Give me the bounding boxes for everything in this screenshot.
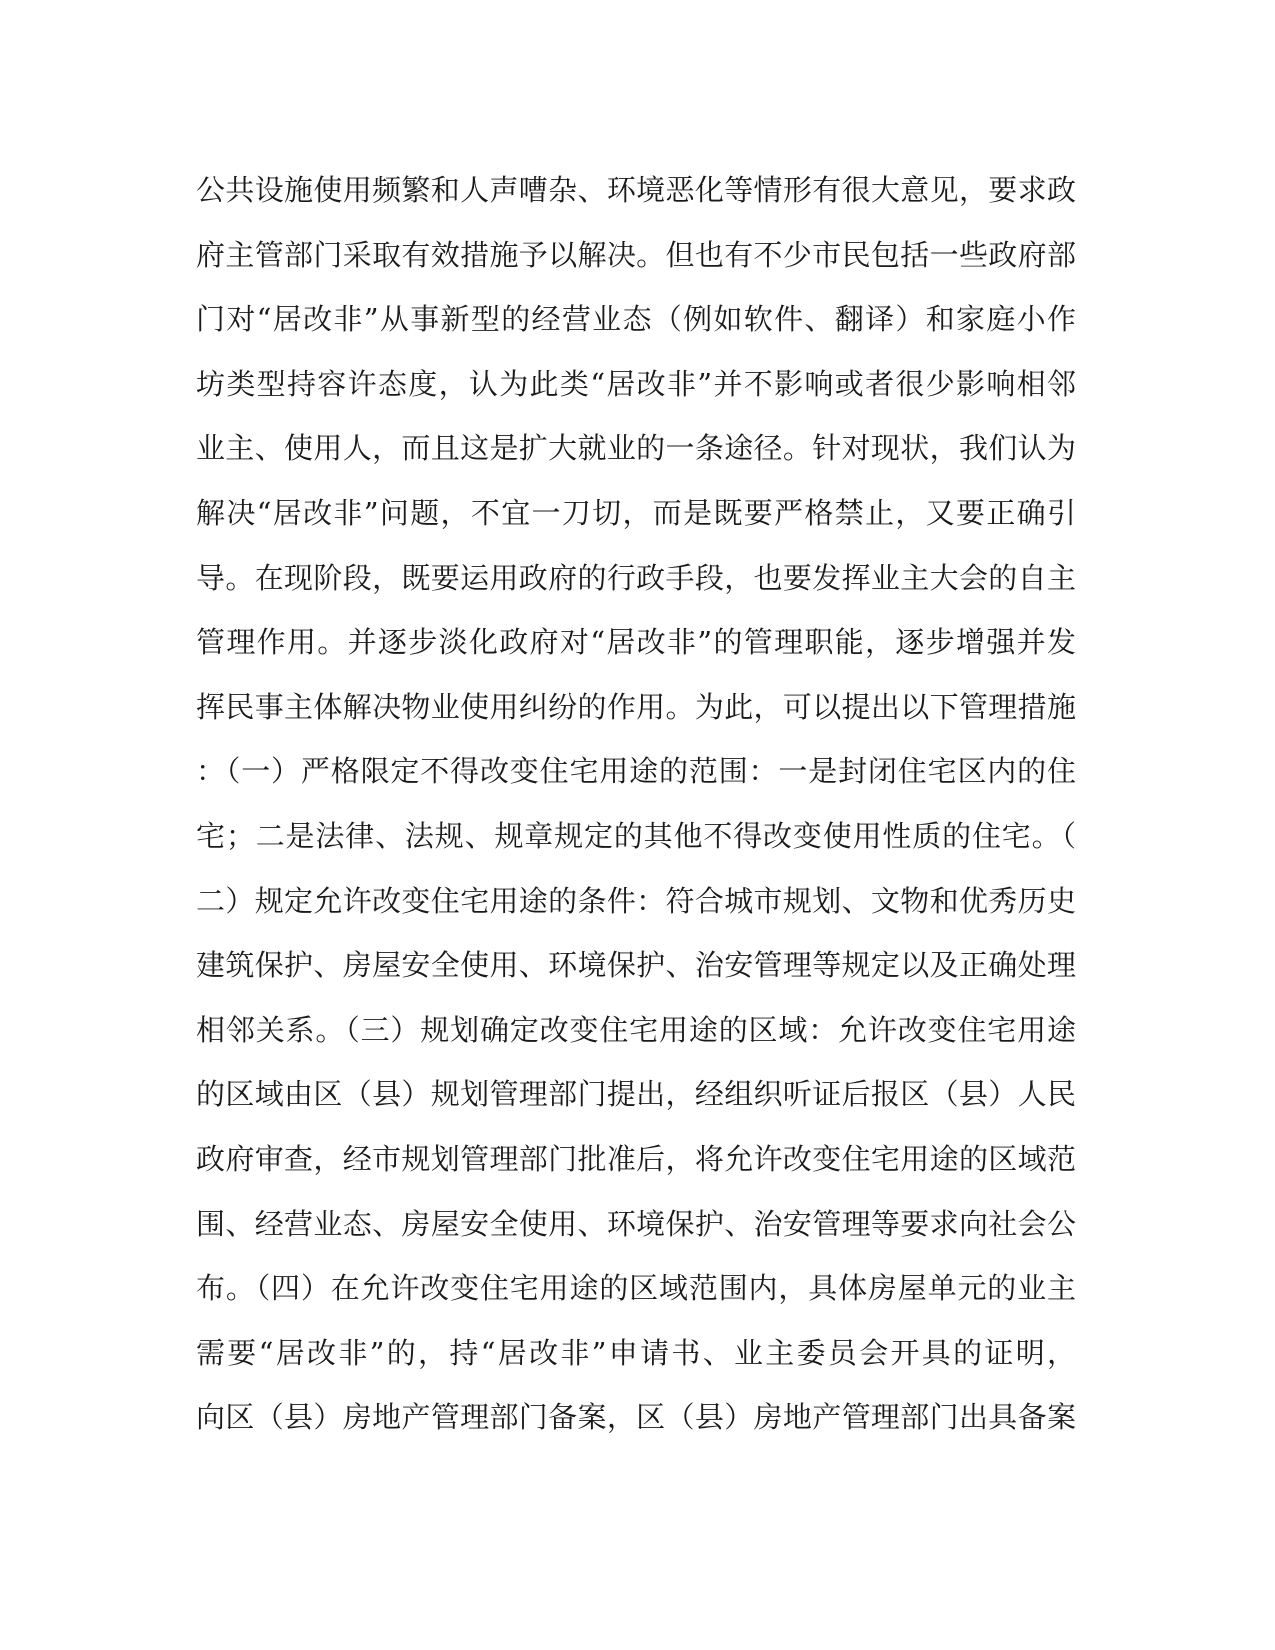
text-line: 府主管部门采取有效措施予以解决。但也有不少市民包括一些政府部 — [196, 237, 1076, 272]
text-line: 公共设施使用频繁和人声嘈杂、环境恶化等情形有很大意见，要求政 — [196, 173, 1076, 207]
body-paragraph — [196, 158, 1076, 1450]
text-line: 围、经营业态、房屋安全使用、环境保护、治安管理等要求向社会公 — [196, 1206, 1076, 1241]
text-line: 需要“居改非”的，持“居改非”申请书、业主委员会开具的证明， — [196, 1335, 1076, 1370]
text-line: 挥民事主体解决物业使用纠纷的作用。为此，可以提出以下管理措施 — [196, 689, 1076, 724]
text-line: 宅；二是法律、法规、规章规定的其他不得改变使用性质的住宅。（ — [196, 818, 1076, 853]
text-line: 相邻关系。（三）规划确定改变住宅用途的区域：允许改变住宅用途 — [196, 1012, 1076, 1047]
text-line: 导。在现阶段，既要运用政府的行政手段，也要发挥业主大会的自主 — [196, 560, 1076, 595]
text-line: 坊类型持容许态度，认为此类“居改非”并不影响或者很少影响相邻 — [196, 366, 1076, 401]
text-line: 业主、使用人，而且这是扩大就业的一条途径。针对现状，我们认为 — [196, 431, 1076, 466]
text-line: 的区域由区（县）规划管理部门提出，经组织听证后报区（县）人民 — [196, 1077, 1076, 1112]
text-line: 建筑保护、房屋安全使用、环境保护、治安管理等规定以及正确处理 — [196, 948, 1076, 983]
text-line: ：（一）严格限定不得改变住宅用途的范围：一是封闭住宅区内的住 — [196, 754, 1076, 789]
text-line: 向区（县）房地产管理部门备案，区（县）房地产管理部门出具备案 — [196, 1400, 1076, 1435]
text-line: 解决“居改非”问题，不宜一刀切，而是既要严格禁止，又要正确引 — [196, 495, 1076, 530]
text-line: 布。（四）在允许改变住宅用途的区域范围内，具体房屋单元的业主 — [196, 1271, 1076, 1306]
text-line: 二）规定允许改变住宅用途的条件：符合城市规划、文物和优秀历史 — [196, 883, 1076, 918]
text-line: 管理作用。并逐步淡化政府对“居改非”的管理职能，逐步增强并发 — [196, 625, 1076, 660]
text-line: 门对“居改非”从事新型的经营业态（例如软件、翻译）和家庭小作 — [196, 302, 1076, 337]
text-line: 政府审查，经市规划管理部门批准后，将允许改变住宅用途的区域范 — [196, 1141, 1076, 1176]
